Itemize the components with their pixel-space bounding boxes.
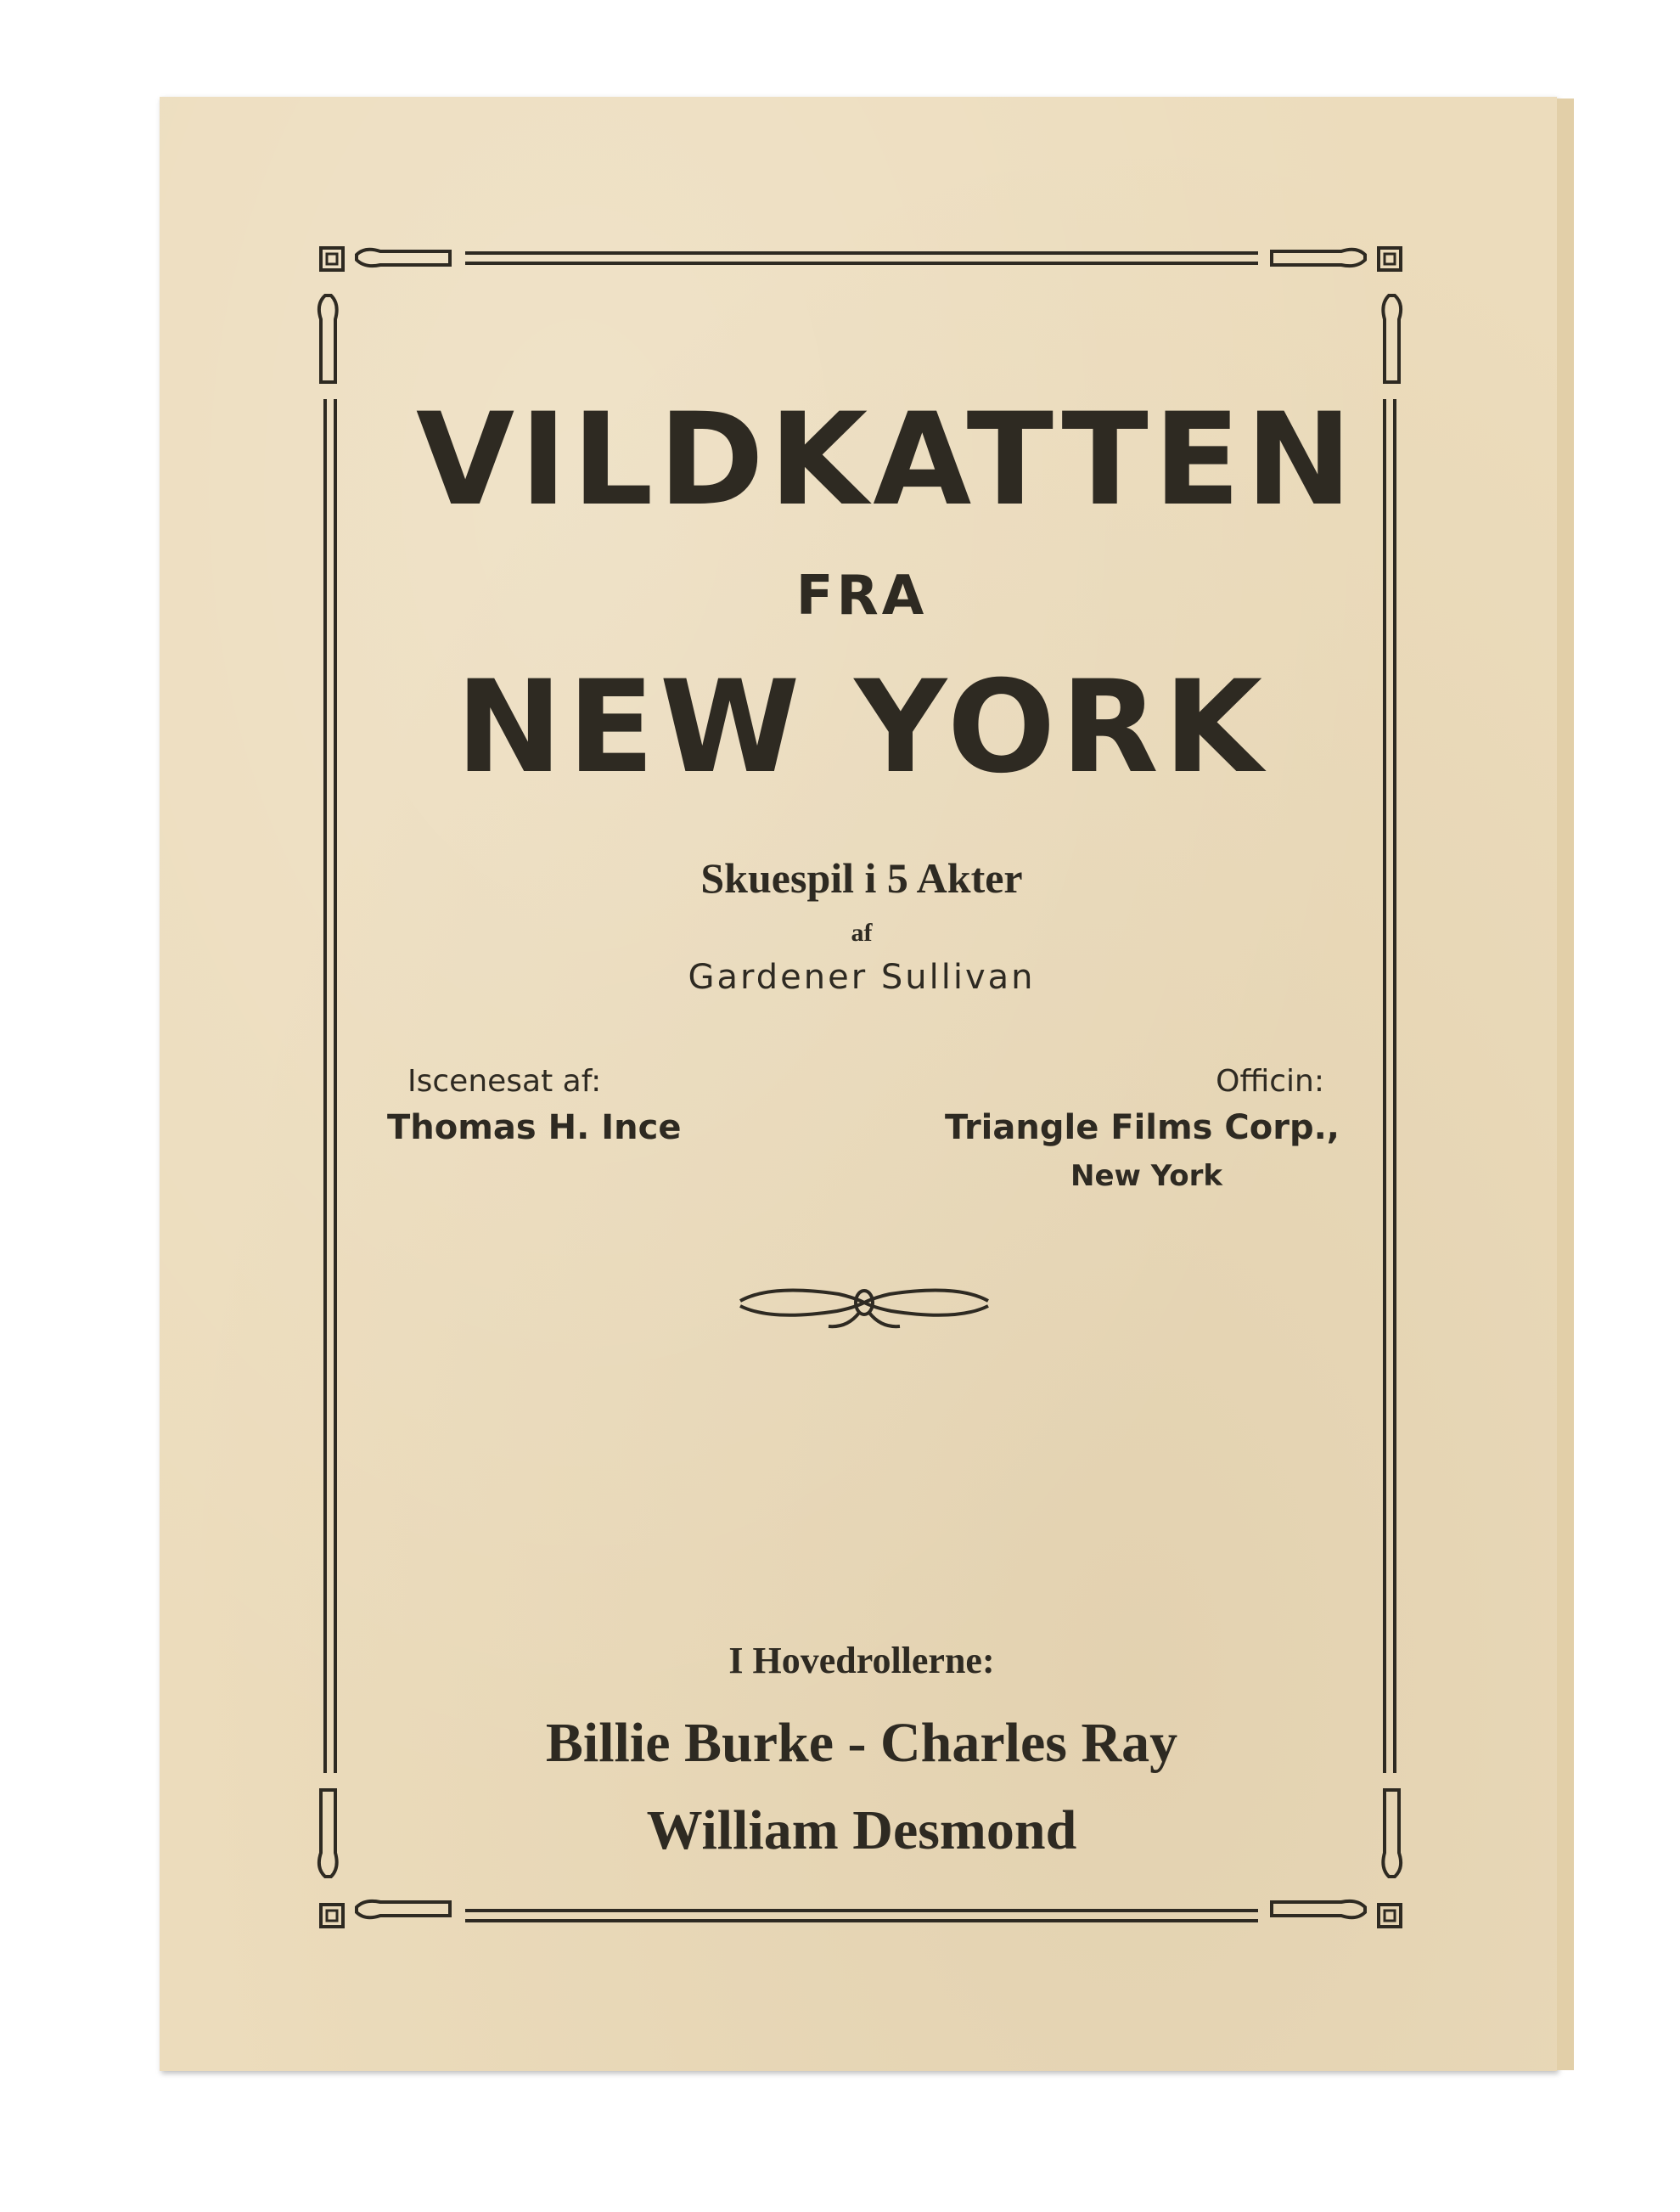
cast-label: I Hovedrollerne: xyxy=(728,1640,995,1681)
studio-name: Triangle Films Corp., xyxy=(945,1108,1340,1147)
page-spine xyxy=(1557,98,1574,2070)
title-line-1: VILDKATTEN xyxy=(416,386,1357,534)
studio-label: Officin: xyxy=(1216,1064,1324,1099)
director-label: Iscenesat af: xyxy=(407,1064,602,1099)
author-name: Gardener Sullivan xyxy=(688,958,1036,997)
cast-line-1: Billie Burke - Charles Ray xyxy=(545,1712,1178,1774)
ribbon-ornament-icon xyxy=(737,1275,992,1331)
studio-city: New York xyxy=(1070,1159,1222,1193)
subtitle: Skuespil i 5 Akter xyxy=(700,854,1023,902)
director-name: Thomas H. Ince xyxy=(387,1108,682,1147)
cast-line-2: William Desmond xyxy=(646,1799,1077,1861)
title-line-3: NEW YORK xyxy=(455,654,1268,802)
by-word: af xyxy=(851,919,873,947)
title-line-2: FRA xyxy=(795,565,928,628)
